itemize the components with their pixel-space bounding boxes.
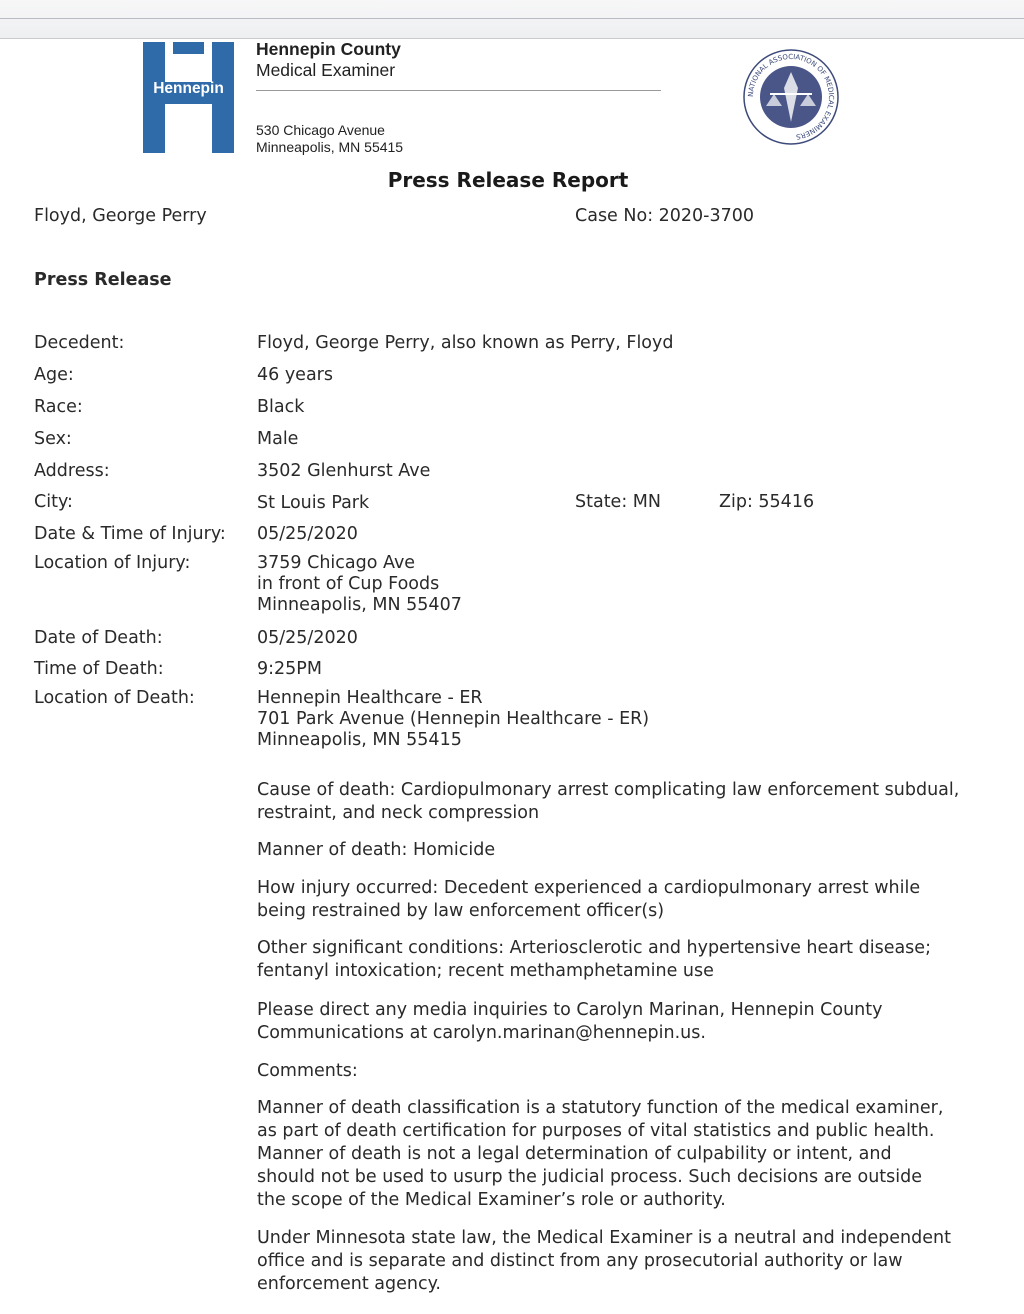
cause-of-death-paragraph [257,779,987,825]
media-inquiries-paragraph [257,999,987,1045]
death-date-value: 05/25/2020 [257,628,358,648]
paragraph-line: Cause of death: Cardiopulmonary arrest complicating law enforcement subdual, [257,780,960,800]
state-value: State: MN [575,492,661,512]
seal-text: NATIONAL ASSOCIATION OF MEDICAL EXAMINERS [746,52,836,141]
paragraph-line: enforcement agency. [257,1274,441,1294]
paragraph-line: Under Minnesota state law, the Medical Examiner is a neutral and independent [257,1228,951,1248]
race-value: Black [257,397,305,417]
injury-datetime-value: 05/25/2020 [257,524,358,544]
hennepin-logo [143,42,234,153]
paragraph-line: restraint, and neck compression [257,803,540,823]
browser-toolbar [0,0,1024,39]
paragraph-line: being restrained by law enforcement officer(s) [257,901,665,921]
paragraph-line: Communications at carolyn.marinan@hennepin.us. [257,1023,706,1043]
comments-label [257,1060,987,1083]
name-seal-icon [742,48,840,146]
classification-paragraph [257,1097,987,1212]
city-value: St Louis Park [257,493,370,513]
paragraph-line: Manner of death is not a legal determination of culpability or intent, and [257,1144,892,1164]
age-value: 46 years [257,365,333,385]
sex-label: Sex: [34,429,72,449]
injury-location-label: Location of Injury: [34,553,191,573]
logo-text: Hennepin [153,80,224,97]
injury-location-line: in front of Cup Foods [257,574,440,594]
city-label: City: [34,492,73,512]
paragraph-line: Please direct any media inquiries to Carolyn Marinan, Hennepin County [257,1000,883,1020]
section-title: Press Release [34,270,172,290]
address-label: Address: [34,461,110,481]
death-location-line: Hennepin Healthcare - ER [257,688,483,708]
paragraph-line: Comments: [257,1061,358,1081]
paragraph-line: Other significant conditions: Arteriosclerotic and hypertensive heart disease; [257,938,931,958]
other-conditions-paragraph [257,937,987,983]
manner-of-death-paragraph [257,839,987,862]
organization-address [256,122,403,156]
death-time-value: 9:25PM [257,659,322,679]
case-number: Case No: 2020-3700 [575,206,755,226]
how-injury-paragraph [257,877,987,923]
injury-location-line: Minneapolis, MN 55407 [257,595,462,615]
paragraph-line: How injury occurred: Decedent experienced a cardiopulmonary arrest while [257,878,921,898]
paragraph-line: Manner of death classification is a statutory function of the medical examiner, [257,1098,944,1118]
race-label: Race: [34,397,83,417]
injury-datetime-label: Date & Time of Injury: [34,524,226,544]
paragraph-line: fentanyl intoxication; recent methamphetamine use [257,961,714,981]
decedent-value: Floyd, George Perry, also known as Perry, Floyd [257,333,674,353]
subject-name: Floyd, George Perry [34,206,207,226]
paragraph-line: the scope of the Medical Examiner’s role or authority. [257,1190,726,1210]
death-location-line: 701 Park Avenue (Hennepin Healthcare - ER) [257,709,650,729]
toolbar-divider [0,18,1024,19]
paragraph-line: should not be used to usurp the judicial process. Such decisions are outside [257,1167,923,1187]
injury-location-line: 3759 Chicago Ave [257,553,416,573]
paragraph-line: office and is separate and distinct from any prosecutorial authority or law [257,1251,903,1271]
death-location-value [257,688,649,751]
death-time-label: Time of Death: [34,659,164,679]
injury-location-value [257,553,462,616]
death-location-line: Minneapolis, MN 55415 [257,730,462,750]
address-line-2: Minneapolis, MN 55415 [256,139,404,155]
organization-name: Hennepin County [256,39,401,59]
department-name: Medical Examiner [256,60,396,80]
paragraph-line: as part of death certification for purposes of vital statistics and public health. [257,1121,935,1141]
organization-block [256,38,401,81]
sex-value: Male [257,429,299,449]
death-location-label: Location of Death: [34,688,195,708]
address-line-1: 530 Chicago Avenue [256,122,385,138]
address-value: 3502 Glenhurst Ave [257,461,431,481]
death-date-label: Date of Death: [34,628,163,648]
header-rule [256,90,661,91]
paragraph-line: Manner of death: Homicide [257,840,496,860]
decedent-label: Decedent: [34,333,125,353]
state-law-paragraph [257,1227,987,1296]
report-title: Press Release Report [387,168,629,192]
zip-value: Zip: 55416 [719,492,815,512]
age-label: Age: [34,365,74,385]
